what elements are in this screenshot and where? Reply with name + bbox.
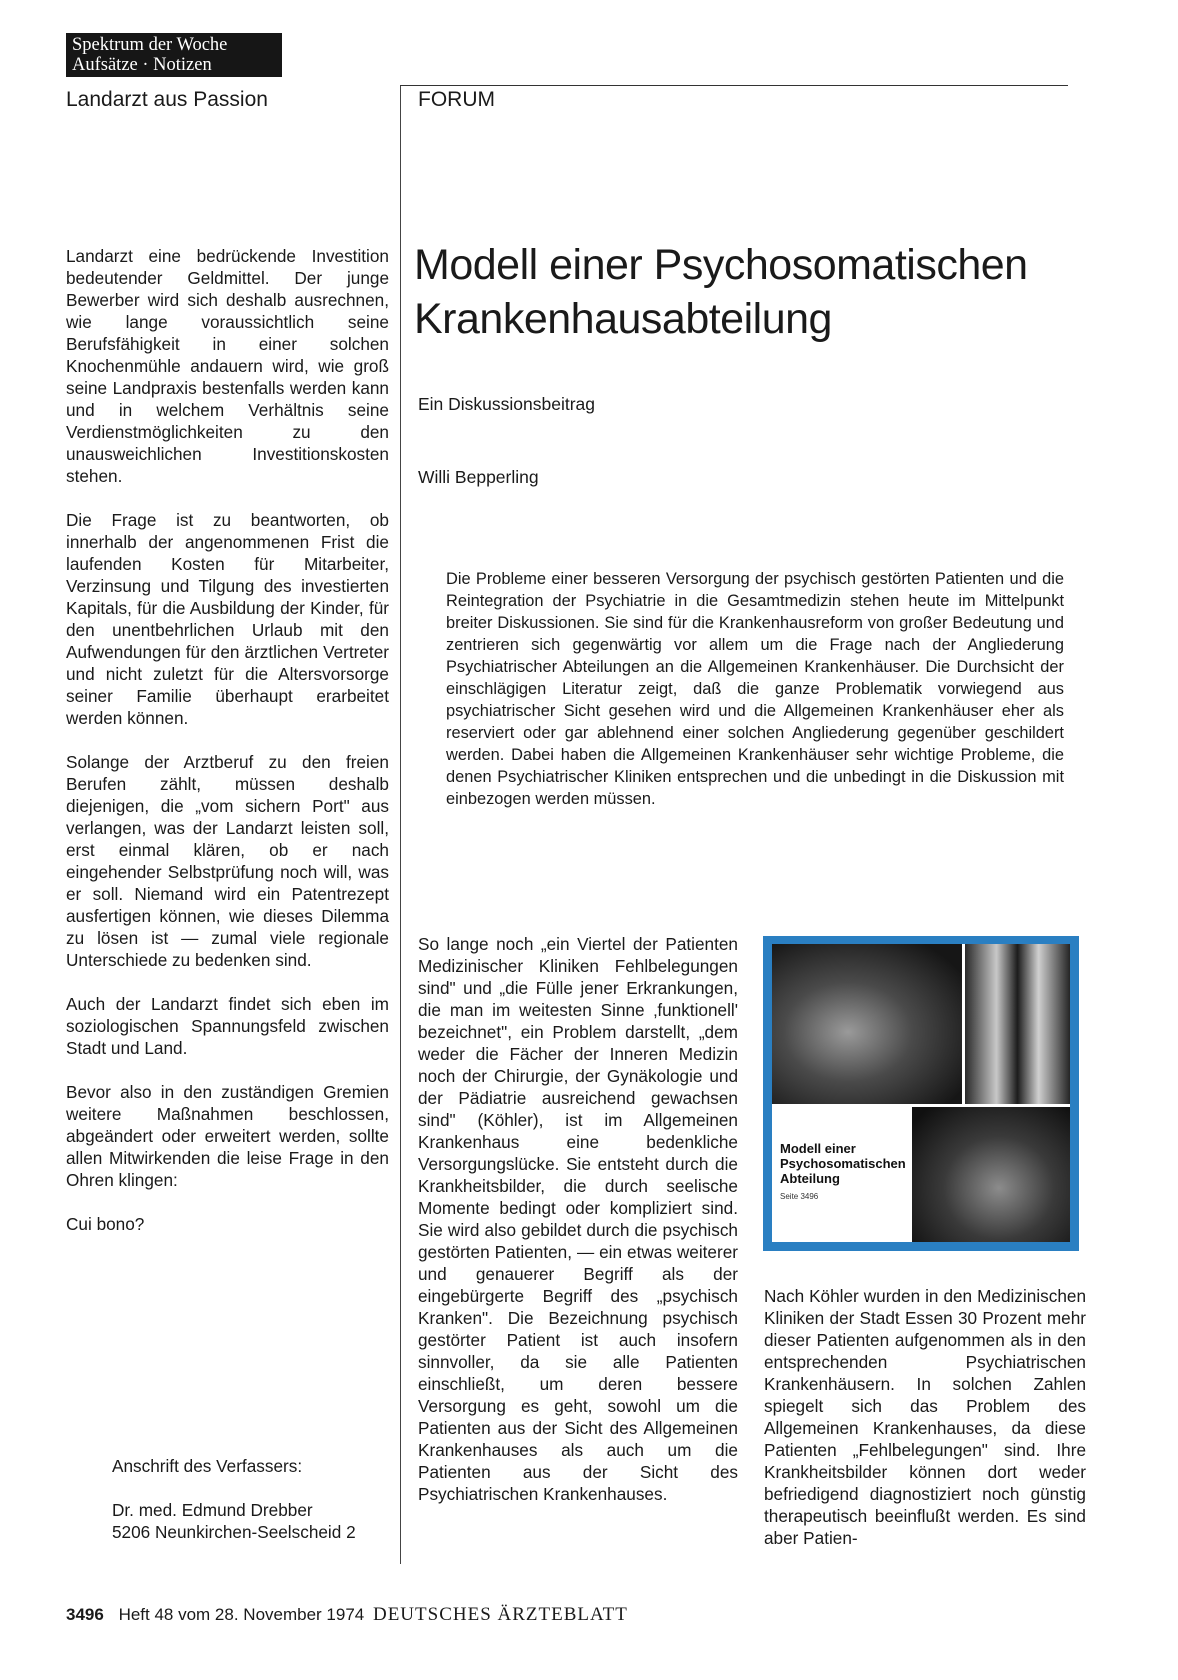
page-number: 3496: [66, 1605, 104, 1624]
left-paragraph-5: Bevor also in den zuständigen Gremien weitere Maßnahmen beschlossen, abgeändert oder erweitert werden, sollte allen Mitwirkenden die leise Frage in den Ohren klingen:: [66, 1082, 389, 1190]
address-city: 5206 Neunkirchen-Seelscheid 2: [112, 1522, 356, 1542]
article-body-middle: So lange noch „ein Viertel der Patienten Medizinischer Kliniken Fehlbelegungen sind" und „die Fülle jener Erkrankungen, die man im weitesten Sinne ‚funktionell' bezeichnet", ein Problem darstellt, „dem weder die Fächer der Inneren Medizin noch der Chirurgie, der Gynäkologie und der Pädiatrie ausreichend gewachsen sind" (Köhler), ist im Allgemeinen Krankenhaus eine bedenkliche Versorgungslücke. Sie entsteht durch die Krankheitsbilder, die durch seelische Momente bedingt oder kompliziert sind. Sie wird also gebildet durch die psychisch gestörten Patienten, — ein etwas weiterer und genauerer Begriff als der eingebürgerte Begriff des „psychisch Kranken". Die Bezeichnung psychisch gestörter Patient ist auch insofern sinnvoller, da sie alle Patienten einschließt, um deren bessere Versorgung es geht, sowohl um die Patienten aus der Sicht des Allgemeinen Krankenhauses als auch um die Patienten aus der Sicht des Psychiatrischen Krankenhauses.: [418, 934, 738, 1504]
teaser-photo-collage: [772, 944, 1070, 1242]
left-column: [66, 245, 389, 1257]
left-paragraph-1: Landarzt eine bedrückende Investition bedeutender Geldmittel. Der junge Bewerber wird sich deshalb ausrechnen, wie lange voraussichtlich seine Berufsfähigkeit in einer solchen Knochenmühle andauern wird, wie groß seine Landpraxis bestenfalls werden kann und in welchem Verhältnis seine Verdienstmöglichkeiten zu den unausweichlichen Investitionskosten stehen.: [66, 246, 389, 486]
article-abstract: Die Probleme einer besseren Versorgung der psychisch gestörten Patienten und die Reintegration der Psychiatrie in die Gesamtmedizin stehen heute im Mittelpunkt breiter Diskussionen. Sie sind für die Krankenhausreform von großer Bedeutung und zentrieren sich gegenwärtig vor allem um die Frage nach der Angliederung Psychiatrischer Abteilungen an die Allgemeinen Krankenhäuser. Die Durchsicht der einschlägigen Literatur zeigt, daß die ganze Problematik vorwiegend aus psychiatrischer Sicht gesehen wird und die Allgemeinen Krankenhäuser eher als reserviert oder gar ablehnend einer solchen Angliederung gegenüber geschildert werden. Dabei haben die Allgemeinen Krankenhäuser sehr wichtige Probleme, die denen Psychiatrischer Kliniken entsprechen und die unbedingt in die Diskussion mit einbezogen werden müssen.: [446, 570, 1064, 808]
section-label-line1: Spektrum der Woche: [72, 35, 228, 55]
teaser-title-line3: Abteilung: [780, 1171, 840, 1186]
photo-relaxation-room: [965, 944, 1070, 1104]
section-badge: [66, 33, 282, 77]
teaser-title: [780, 1141, 906, 1186]
address-name: Dr. med. Edmund Drebber: [112, 1500, 313, 1520]
left-paragraph-6: Cui bono?: [66, 1214, 145, 1234]
kicker-left: Landarzt aus Passion: [66, 88, 268, 111]
left-paragraph-3: Solange der Arztberuf zu den freien Berufen zählt, müssen deshalb diejenigen, die „vom sichern Port" aus verlangen, was der Landarzt leisten soll, erst einmal klären, ob er nach eingehender Selbstprüfung noch will, was er soll. Niemand wird ein Patentrezept ausfertigen können, wie dieses Dilemma zu lösen ist — zumal viele regionale Unterschiede zu bedenken sind.: [66, 752, 389, 970]
teaser-title-line2: Psychosomatischen: [780, 1156, 906, 1171]
publication-name: DEUTSCHES ÄRZTEBLATT: [372, 1604, 628, 1625]
section-label-line2: Aufsätze · Notizen: [72, 55, 212, 75]
left-paragraph-2: Die Frage ist zu beantworten, ob innerhalb der angenommenen Frist die laufenden Kosten für Mitarbeiter, Verzinsung und Tilgung des investierten Kapitals, für die Ausbildung der Kinder, für den unentbehrlichen Urlaub mit den Aufwendungen für den ärztlichen Vertreter und nicht zuletzt für die Altersvorsorge seiner Familie überhaupt erarbeitet werden können.: [66, 510, 389, 728]
left-paragraph-4: Auch der Landarzt findet sich eben im soziologischen Spannungsfeld zwischen Stadt und Land.: [66, 994, 389, 1058]
photo-group-session: [772, 944, 962, 1104]
article-body-right: Nach Köhler wurden in den Medizinischen Kliniken der Stadt Essen 30 Prozent mehr dieser Patienten aufgenommen als in den entsprechenden Psychiatrischen Krankenhäusern. In solchen Zahlen spiegelt sich das Problem des Allgemeinen Krankenhauses, da diese Patienten „Fehlbelegungen" sind. Ihre Krankheitsbilder können dort weder befriedigend diagnostiziert noch günstig therapeutisch beeinflußt werden. Es sind aber Patien-: [764, 1286, 1086, 1548]
teaser-page-ref: Seite 3496: [780, 1192, 819, 1201]
header-rule: [400, 85, 1068, 86]
photo-therapy-group: [912, 1107, 1070, 1242]
article-author: Willi Bepperling: [418, 467, 539, 487]
teaser-title-line1: Modell einer: [780, 1141, 856, 1156]
teaser-box: [763, 936, 1079, 1251]
page-footer: [66, 1604, 628, 1626]
author-address: [112, 1455, 356, 1543]
kicker-forum: FORUM: [418, 88, 495, 111]
issue-info: Heft 48 vom 28. November 1974: [118, 1605, 365, 1624]
article-title: Modell einer Psychosomatischen Krankenhausabteilung: [414, 241, 1028, 343]
column-divider: [400, 86, 401, 1564]
article-subtitle: Ein Diskussionsbeitrag: [418, 394, 596, 414]
address-label: Anschrift des Verfassers:: [112, 1456, 303, 1476]
